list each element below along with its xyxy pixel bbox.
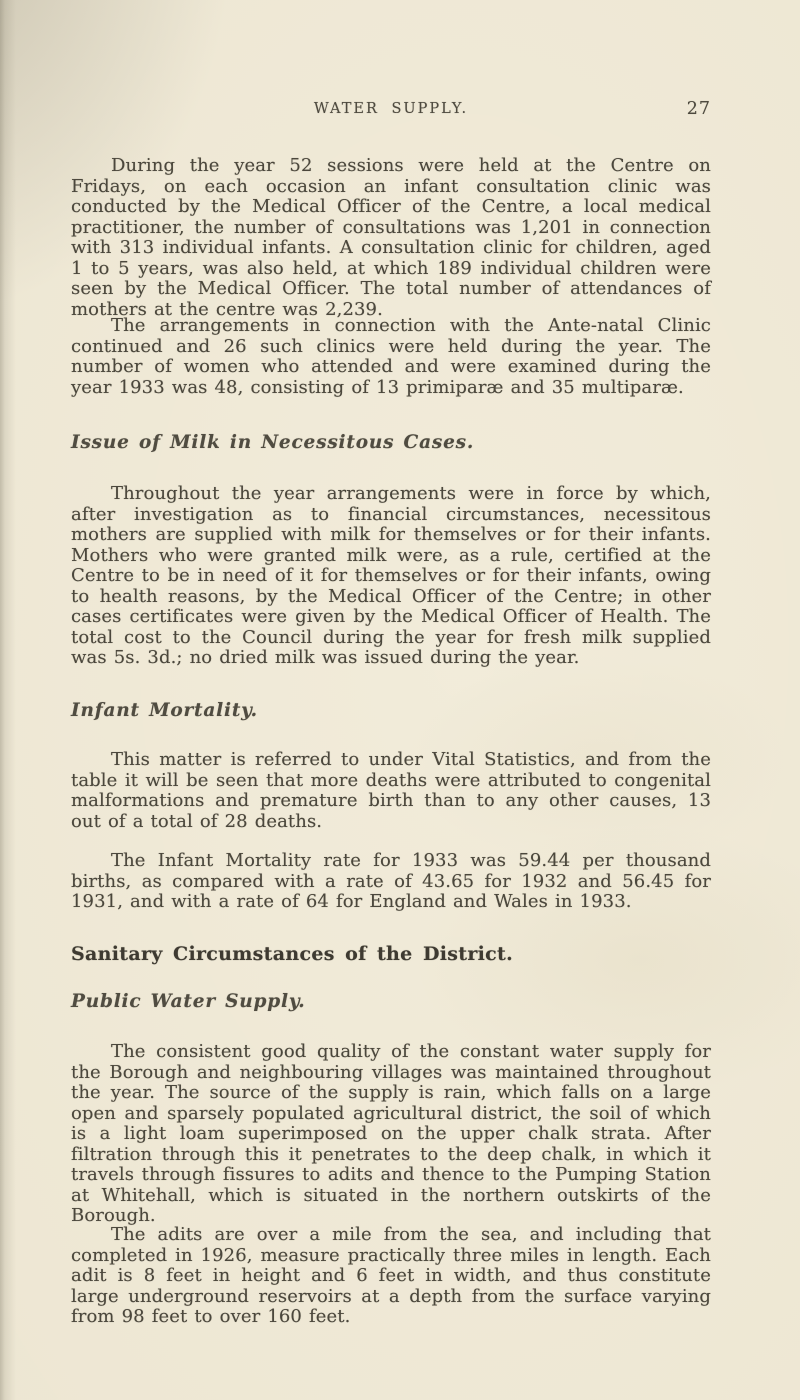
section-heading-infant-mortality: Infant Mortality. [71,700,258,721]
section-heading-sanitary-circumstances: Sanitary Circumstances of the District. [71,943,514,965]
paragraph-water-quality: The consistent good quality of the constant water supply for the Borough and neighbouring villages was maintained throughout the year. The source of the supply is rain, which falls on a large open and sparsely populated agricultural district, the soil of which is a light loam superimposed on the upper chalk strata. After filtration through this it penetrates to the deep chalk, in which it travels through fissures to adits and thence to the Pumping Station at Whitehall, which is situated in the northern outskirts of the Borough. [71,1041,711,1226]
paragraph-adits: The adits are over a mile from the sea, and including that completed in 1926, measure practically three miles in length. Each adit is 8 feet in height and 6 feet in width, and thus constitute large underground reservoirs at a depth from the surface varying from 98 feet to over 160 feet. [71,1224,711,1327]
paragraph-infant-clinic-sessions: During the year 52 sessions were held at the Centre on Fridays, on each occasion an infant consultation clinic was conducted by the Medical Officer of the Centre, a local medical practitioner, the number of consultations was 1,201 in connection with 313 individual infants. A consultation clinic for children, aged 1 to 5 years, was also held, at which 189 individual children were seen by the Medical Officer. The total number of attendances of mothers at the centre was 2,239. [71,155,711,320]
paragraph-antenatal-clinic: The arrangements in connection with the Ante-natal Clinic continued and 26 such clinics were held during the year. The number of women who attended and were examined during the year 1933 was 48, consisting of 13 primiparæ and 35 multiparæ. [71,315,711,398]
running-header [71,101,711,125]
paragraph-milk-arrangements: Throughout the year arrangements were in force by which, after investigation as to financial circumstances, necessitous mothers are supplied with milk for themselves or for their infants. Mothers who were granted milk were, as a rule, certified at the Centre to be in need of it for themselves or for their infants, owing to health reasons, by the Medical Officer of the Centre; in other cases certificates were given by the Medical Officer of Health. The total cost to the Council during the year for fresh milk supplied was 5s. 3d.; no dried milk was issued during the year. [71,483,711,668]
paragraph-vital-statistics: This matter is referred to under Vital Statistics, and from the table it will be seen that more deaths were attributed to congenital malformations and premature birth than to any other causes, 13 out of a total of 28 deaths. [71,749,711,832]
section-heading-public-water-supply: Public Water Supply. [71,991,306,1012]
running-header-title: WATER SUPPLY. [313,101,469,117]
page-number: 27 [686,99,711,119]
paragraph-mortality-rate: The Infant Mortality rate for 1933 was 59.44 per thousand births, as compared with a rate of 43.65 for 1932 and 56.45 for 1931, and with a rate of 64 for England and Wales in 1933. [71,850,711,912]
section-heading-issue-of-milk: Issue of Milk in Necessitous Cases. [71,432,475,453]
